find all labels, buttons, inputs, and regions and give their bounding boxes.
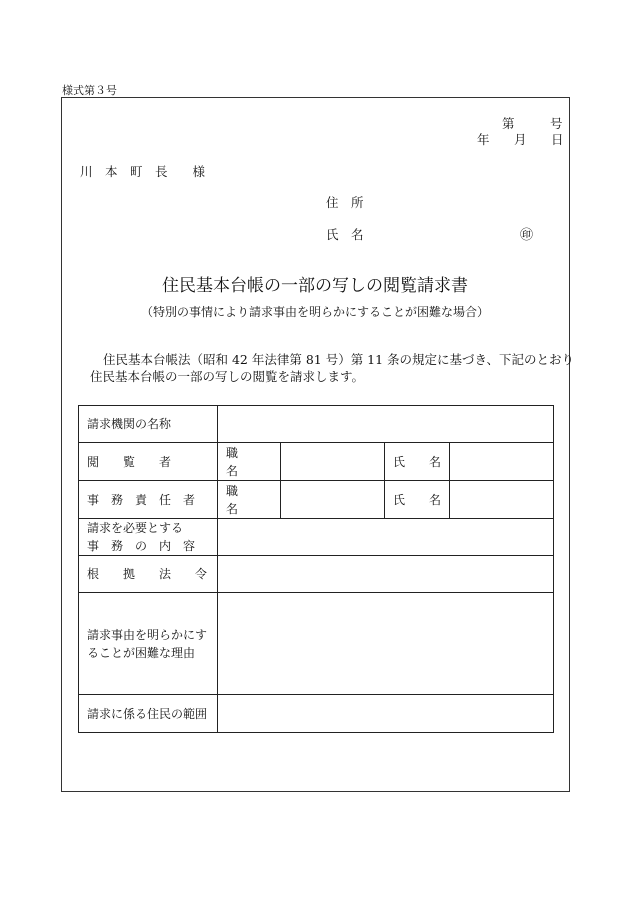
difficulty-reason-label-line2: ることが困難な理由 xyxy=(87,645,196,660)
table-row xyxy=(79,593,554,695)
viewer-title-label: 職 名 xyxy=(218,443,281,481)
business-content-value[interactable] xyxy=(218,519,554,556)
difficulty-reason-value[interactable] xyxy=(218,593,554,695)
table-row xyxy=(79,519,554,556)
table-row xyxy=(79,443,554,481)
business-content-label-line1: 請求を必要とする xyxy=(87,521,184,535)
table-row xyxy=(79,556,554,593)
legal-basis-label: 根 拠 法 令 xyxy=(79,556,218,593)
responsible-title-label: 職 名 xyxy=(218,481,281,519)
legal-basis-value[interactable] xyxy=(218,556,554,593)
body-text-line1: 住民基本台帳法（昭和 42 年法律第 81 号）第 11 条の規定に基づき、下記のとおり xyxy=(103,352,575,367)
document-subtitle: （特別の事情により請求事由を明らかにすることが困難な場合） xyxy=(140,305,489,319)
date-day: 日 xyxy=(551,132,564,147)
viewer-name-label: 氏 名 xyxy=(385,443,450,481)
body-text-line2: 住民基本台帳の一部の写しの閲覧を請求します。 xyxy=(90,369,365,384)
date-year: 年 xyxy=(477,132,490,147)
name-label: 氏 名 xyxy=(326,227,364,242)
viewer-label: 閲 覧 者 xyxy=(79,443,218,481)
difficulty-reason-label-line1: 請求事由を明らかにす xyxy=(87,627,208,642)
number-suffix: 号 xyxy=(550,116,563,131)
table-row xyxy=(79,481,554,519)
resident-scope-label: 請求に係る住民の範囲 xyxy=(79,695,218,733)
document-title: 住民基本台帳の一部の写しの閲覧請求書 xyxy=(162,276,468,296)
responsible-title-value[interactable] xyxy=(281,481,385,519)
addressee: 川 本 町 長 様 xyxy=(80,164,206,179)
request-table xyxy=(78,405,554,733)
responsible-name-label: 氏 名 xyxy=(385,481,450,519)
agency-name-value[interactable] xyxy=(218,406,554,443)
business-content-label xyxy=(79,519,218,556)
address-label: 住 所 xyxy=(326,195,364,210)
table-row xyxy=(79,406,554,443)
agency-name-label: 請求機関の名称 xyxy=(79,406,218,443)
seal-mark: ㊞ xyxy=(520,228,534,243)
viewer-name-value[interactable] xyxy=(450,443,554,481)
difficulty-reason-label xyxy=(79,593,218,695)
form-number: 様式第３号 xyxy=(62,84,117,97)
business-content-label-line2: 事 務 の 内 容 xyxy=(87,539,196,553)
table-row xyxy=(79,695,554,733)
date-month: 月 xyxy=(514,132,527,147)
responsible-name-value[interactable] xyxy=(450,481,554,519)
number-label: 第 xyxy=(502,116,515,131)
viewer-title-value[interactable] xyxy=(281,443,385,481)
responsible-person-label: 事 務 責 任 者 xyxy=(79,481,218,519)
resident-scope-value[interactable] xyxy=(218,695,554,733)
